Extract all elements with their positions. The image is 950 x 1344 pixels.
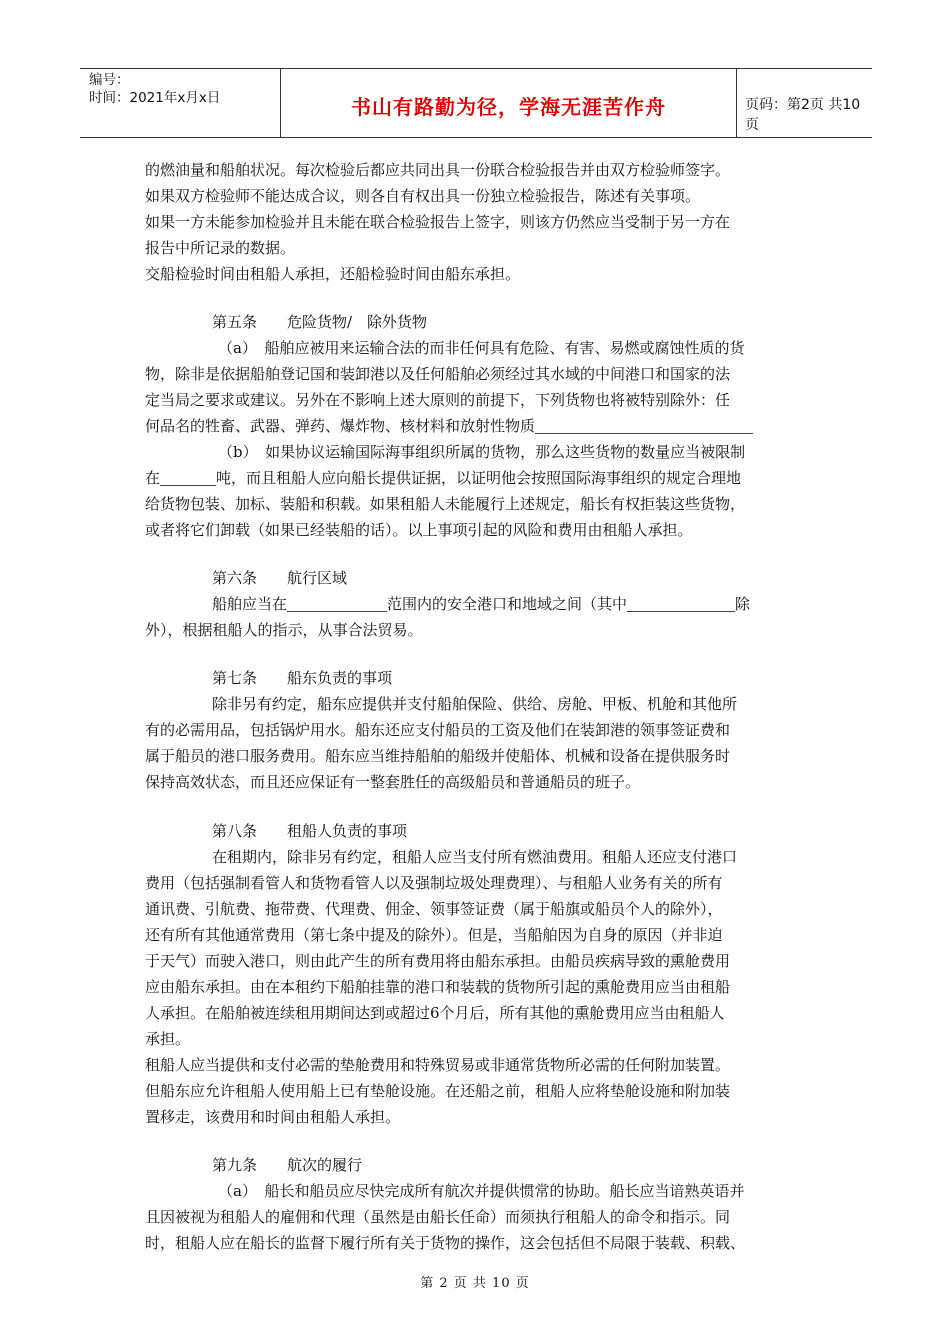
text-line: 且因被视为租船人的雇佣和代理（虽然是由船长任命）而须执行租船人的命令和指示。同 [145, 1208, 731, 1226]
document-date: 时间：2021年x月x日 [89, 90, 221, 106]
fill-in-blank [160, 470, 216, 486]
text-segment: 吨，而且租船人应向船长提供证据，以证明他会按照国际海事组织的规定合理地 [216, 469, 742, 487]
header-motto: 书山有路勤为径，学海无涯苦作舟 [351, 95, 666, 119]
text-line: 或者将它们卸载（如果已经装船的话）。以上事项引起的风险和费用由租船人承担。 [145, 521, 693, 539]
text-segment: 范围内的安全港口和地域之间（其中 [387, 595, 628, 613]
header-page-cell [737, 69, 872, 137]
text-segment: 在 [145, 469, 161, 487]
fill-in-blank [287, 596, 387, 612]
text-line: 给货物包装、加标、装船和积载。如果租船人未能履行上述规定，船长有权拒装这些货物， [145, 495, 746, 513]
fill-in-blank [627, 596, 735, 612]
text-line: 如果双方检验师不能达成合议，则各自有权出具一份独立检验报告，陈述有关事项。 [145, 187, 701, 205]
text-line: （a） 船长和船员应尽快完成所有航次并提供惯常的协助。船长应当谙熟英语并 [218, 1182, 745, 1200]
text-line: 的燃油量和船舶状况。每次检验后都应共同出具一份联合检验报告并由双方检验师签字。 [145, 161, 731, 179]
text-line: 保持高效状态，而且还应保证有一整套胜任的高级船员和普通船员的班子。 [145, 773, 641, 791]
section-heading: 第九条 航次的履行 [212, 1156, 363, 1174]
text-line: 属于船员的港口服务费用。船东应当维持船舶的船级并使船体、机械和设备在提供服务时 [145, 747, 731, 765]
page-footer: 第 2 页 共 10 页 [420, 1276, 530, 1291]
text-line: 租船人应当提供和支付必需的垫舱费用和特殊贸易或非通常货物所必需的任何附加装置。 [145, 1056, 731, 1074]
section-heading: 第八条 租船人负责的事项 [212, 822, 408, 840]
text-line: 如果一方未能参加检验并且未能在联合检验报告上签字，则该方仍然应当受制于另一方在 [145, 213, 731, 231]
text-line: 通讯费、引航费、拖带费、代理费、佣金、领事签证费（属于船旗或船员个人的除外）， [145, 900, 723, 918]
section-heading: 第五条 危险货物/ 除外货物 [212, 313, 428, 331]
text-line: 应由船东承担。由在本租约下船舶挂靠的港口和装载的货物所引起的熏舱费用应当由租船 [145, 978, 731, 996]
text-line: 于天气）而驶入港口，则由此产生的所有费用将由船东承担。由船员疾病导致的熏舱费用 [145, 952, 731, 970]
text-line: 费用（包括强制看管人和货物看管人以及强制垃圾处理费理）、与租船人业务有关的所有 [145, 874, 723, 892]
text-line [212, 591, 892, 617]
section-heading: 第六条 航行区域 [212, 569, 348, 587]
text-line: 但船东应允许租船人使用船上已有垫舱设施。在还船之前，租船人应将垫舱设施和附加装 [145, 1082, 731, 1100]
text-line: 外），根据租船人的指示，从事合法贸易。 [145, 621, 423, 639]
text-line: 除非另有约定，船东应提供并支付船舶保险、供给、房舱、甲板、机舱和其他所 [212, 695, 738, 713]
text-line: 报告中所记录的数据。 [145, 239, 296, 257]
header-meta [80, 69, 281, 137]
text-segment: 何品名的牲畜、武器、弹药、爆炸物、核材料和放射性物质 [145, 417, 536, 435]
page-header [80, 68, 872, 138]
fill-in-blank [535, 418, 753, 434]
text-line [145, 465, 825, 491]
document-number-label: 编号： [89, 72, 130, 88]
text-line: 还有所有其他通常费用（第七条中提及的除外）。但是，当船舶因为自身的原因（并非迫 [145, 926, 723, 944]
text-segment: 除 [735, 595, 751, 613]
text-line [145, 413, 825, 439]
text-line: （b） 如果协议运输国际海事组织所属的货物，那么这些货物的数量应当被限制 [218, 443, 746, 461]
text-line: 有的必需用品，包括锅炉用水。船东还应支付船员的工资及他们在装卸港的领事签证费和 [145, 721, 731, 739]
text-line: 交船检验时间由租船人承担，还船检验时间由船东承担。 [145, 265, 521, 283]
header-motto-cell [281, 69, 737, 137]
text-line: 承担。 [145, 1030, 191, 1048]
text-segment: 船舶应当在 [212, 595, 288, 613]
text-line: 时，租船人应在船长的监督下履行所有关于货物的操作，这会包括但不局限于装载、积载、 [145, 1234, 746, 1252]
text-line: 定当局之要求或建议。另外在不影响上述大原则的前提下，下列货物也将被特别除外：任 [145, 391, 731, 409]
text-line: 在租期内，除非另有约定，租船人应当支付所有燃油费用。租船人还应支付港口 [212, 848, 738, 866]
header-page-info: 页码：第2页 共10页 [745, 97, 861, 133]
section-heading: 第七条 船东负责的事项 [212, 669, 393, 687]
text-line: 置移走，该费用和时间由租船人承担。 [145, 1108, 401, 1126]
text-line: 人承担。在船舶被连续租用期间达到或超过6个月后，所有其他的熏舱费用应当由租船人 [145, 1004, 725, 1022]
text-line: （a） 船舶应被用来运输合法的而非任何具有危险、有害、易燃或腐蚀性质的货 [218, 339, 745, 357]
text-line: 物，除非是依据船舶登记国和装卸港以及任何船舶必须经过其水域的中间港口和国家的法 [145, 365, 731, 383]
